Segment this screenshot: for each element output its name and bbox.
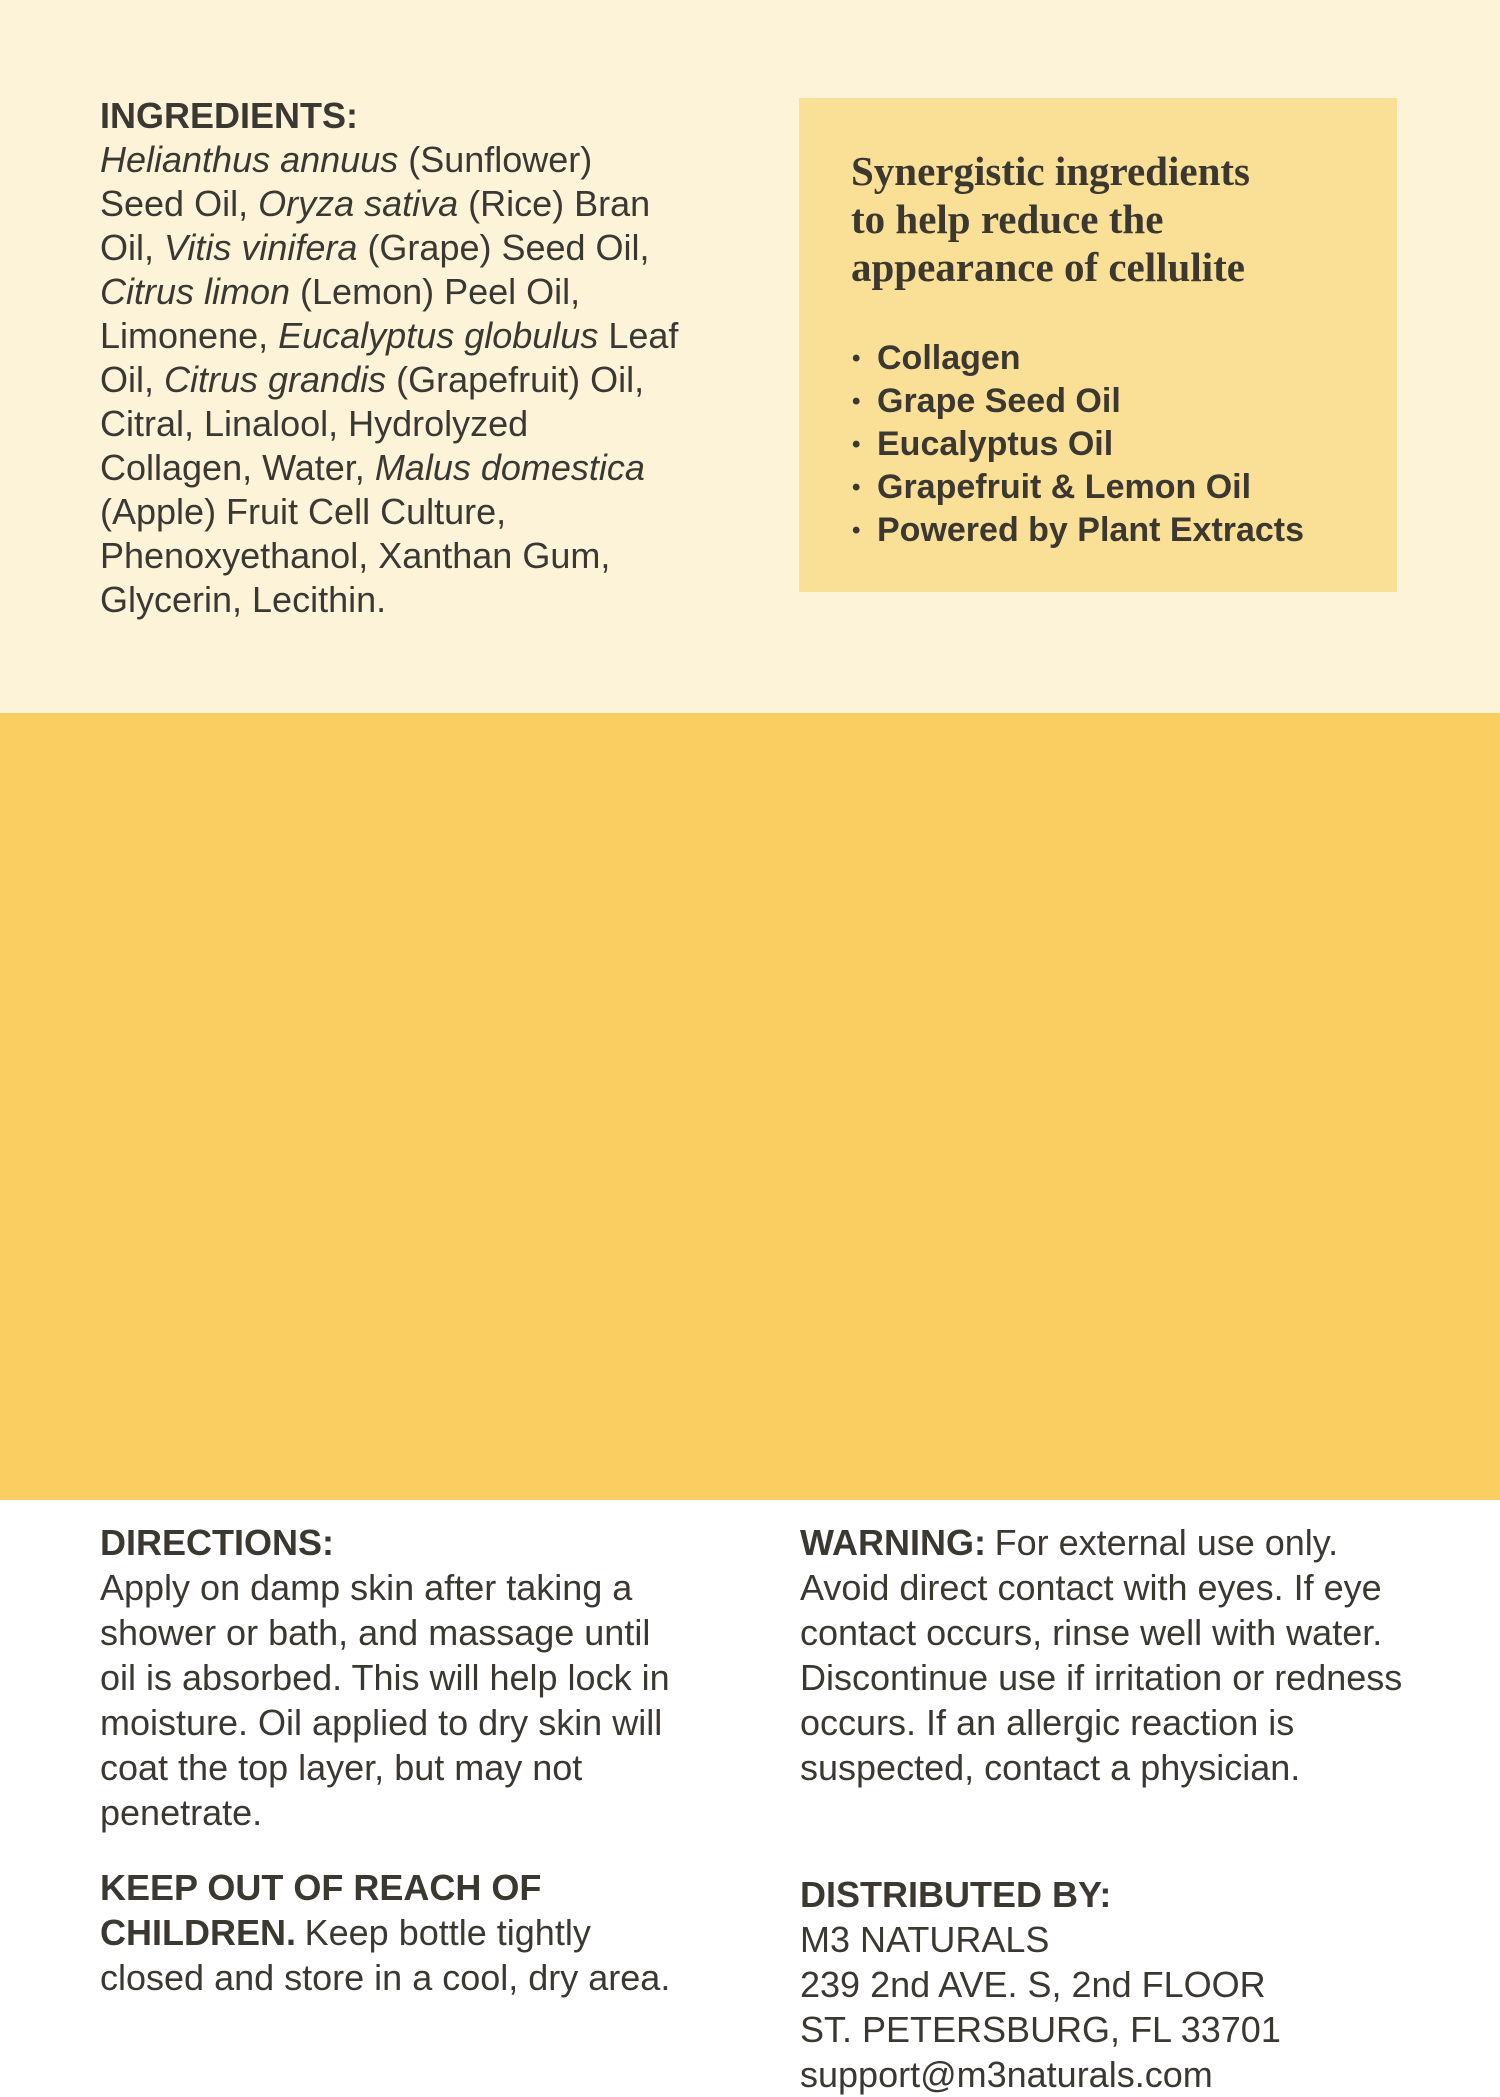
keep-out-heading: KEEP OUT OF REACH OF CHILDREN. (100, 1867, 542, 1953)
warning-block (800, 1520, 1420, 1790)
benefit-item: • Powered by Plant Extracts (851, 509, 1357, 552)
bottom-band (0, 713, 1500, 2095)
warning-heading: WARNING: (800, 1522, 986, 1563)
ingredient-segment: Citrus limon (100, 271, 291, 312)
directions-heading: DIRECTIONS: (100, 1522, 334, 1563)
ingredients-block (100, 94, 680, 622)
benefit-item: • Collagen (851, 337, 1357, 380)
distributed-by-block (800, 1872, 1420, 2097)
ingredients-heading: INGREDIENTS: (100, 95, 359, 136)
distributed-by-heading: DISTRIBUTED BY: (800, 1874, 1112, 1915)
benefits-heading: Synergistic ingredients to help reduce the appearance of cellulite (851, 148, 1250, 290)
ingredient-segment: Helianthus annuus (100, 139, 399, 180)
ingredient-segment: (Lemon) Peel Oil, Limonene, (100, 271, 581, 356)
distributed-by-lines (800, 1917, 1420, 2097)
distributed-line: M3 NATURALS (800, 1919, 1050, 1960)
benefit-item: • Eucalyptus Oil (851, 423, 1357, 466)
directions-text: Apply on damp skin after taking a shower or bath, and massage until oil is absorbed. This will help lock in moisture. Oil applied to dry skin will coat the top layer, but may not penetrate. (100, 1567, 670, 1833)
distributed-line: ST. PETERSBURG, FL 33701 (800, 2009, 1281, 2050)
benefits-list (851, 337, 1357, 552)
distributed-line: 239 2nd AVE. S, 2nd FLOOR (800, 1964, 1266, 2005)
warning-text: For external use only. Avoid direct contact with eyes. If eye contact occurs, rinse well with water. Discontinue use if irritation or redness occurs. If an allergic reaction is suspected, contact a physician. (800, 1522, 1403, 1788)
benefit-item: • Grapefruit & Lemon Oil (851, 466, 1357, 509)
keep-out-text: Keep bottle tightly closed and store in a cool, dry area. (100, 1912, 671, 1998)
benefits-box (799, 98, 1397, 592)
ingredient-segment: (Grapefruit) Oil, Citral, Linalool, Hydrolyzed Collagen, Water, (100, 359, 645, 488)
ingredient-segment: Leaf Oil, (100, 315, 679, 400)
keep-out-block (100, 1865, 700, 2000)
ingredient-segment: Oryza sativa (258, 183, 459, 224)
ingredient-segment: Vitis vinifera (164, 227, 358, 268)
distributed-line: support@m3naturals.com (800, 2054, 1213, 2095)
ingredient-segment: Citrus grandis (164, 359, 387, 400)
ingredient-segment: (Grape) Seed Oil, (357, 227, 650, 268)
ingredient-segment: (Apple) Fruit Cell Culture, Phenoxyethanol, Xanthan Gum, Glycerin, Lecithin. (100, 491, 611, 620)
directions-block (100, 1520, 690, 1835)
ingredient-segment: Eucalyptus globulus (278, 315, 599, 356)
ingredient-segment: Malus domestica (374, 447, 645, 488)
ingredient-segment: (Rice) Bran Oil, (100, 183, 651, 268)
ingredient-segment: (Sunflower) Seed Oil, (100, 139, 593, 224)
ingredients-text (100, 138, 680, 622)
benefit-item: • Grape Seed Oil (851, 380, 1357, 423)
